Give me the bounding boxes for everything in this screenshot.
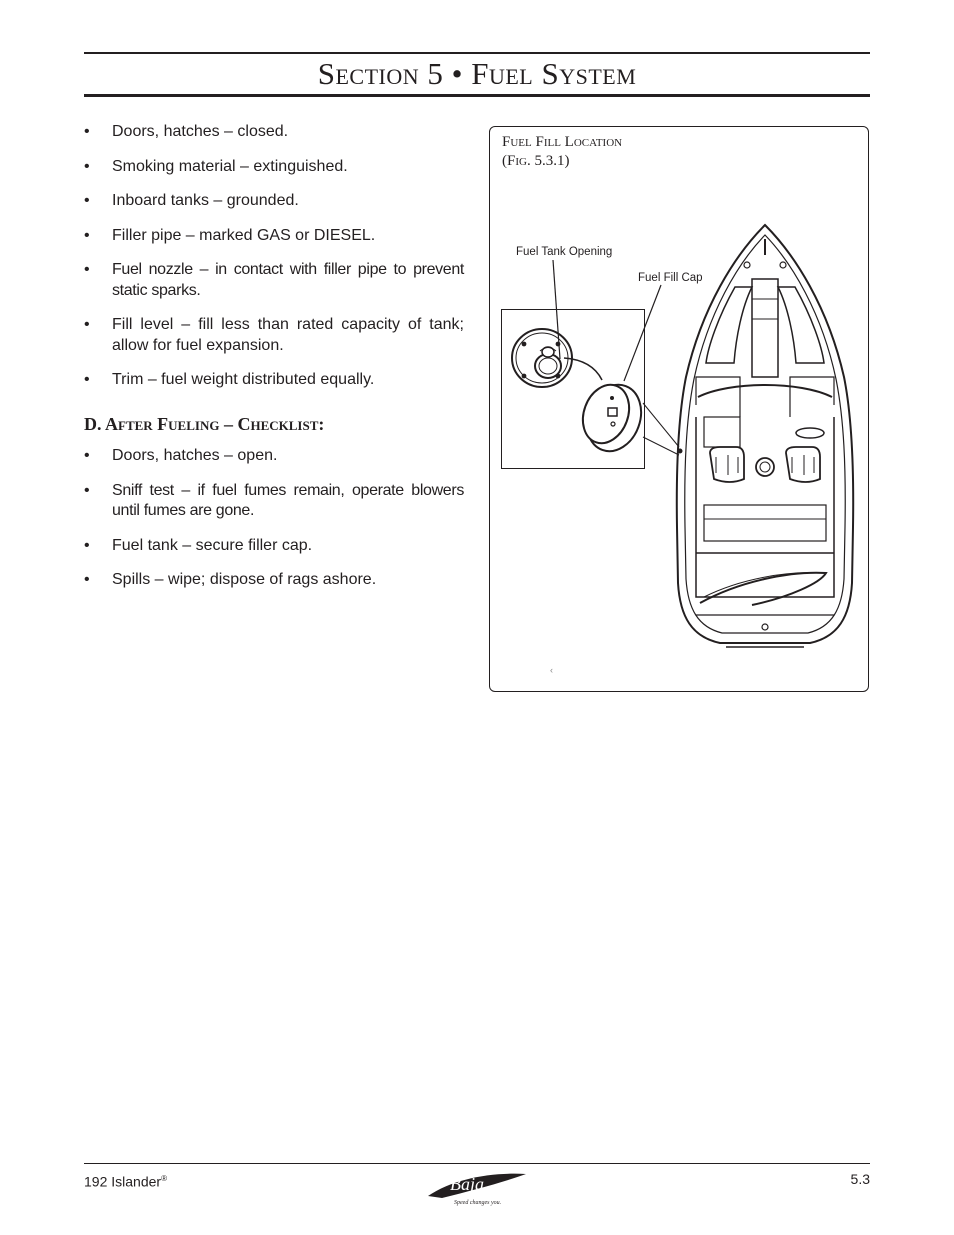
footer-model	[84, 1170, 167, 1191]
list-item-text: Fill level – fill less than rated capacity of tank; allow for fuel expansion.	[112, 316, 464, 354]
list-item-text: Fuel nozzle – in contact with filler pipe to prevent static sparks.	[112, 261, 464, 299]
list-item	[84, 370, 464, 391]
list-item-text: Smoking material – extinguished.	[112, 157, 348, 175]
list-item-text: Inboard tanks – grounded.	[112, 192, 299, 209]
bullet: •	[84, 447, 90, 464]
bullet: •	[84, 157, 90, 175]
footer-model-name: 192 Islander	[84, 1173, 162, 1190]
header-bottom-rule	[84, 94, 870, 97]
boat-top-view-drawing	[490, 127, 868, 691]
after-fueling-list	[84, 446, 464, 591]
registered-mark: ®	[161, 1174, 167, 1183]
stray-mark: ‹	[550, 665, 553, 675]
list-item-text: Filler pipe – marked GAS or DIESEL.	[112, 226, 376, 244]
list-item	[84, 260, 464, 301]
bullet: •	[84, 536, 90, 554]
figure-caption-title: Fuel Fill Location	[502, 134, 623, 150]
fuel-tank-opening-label: Fuel Tank Opening	[516, 246, 613, 258]
list-item	[84, 446, 464, 467]
bullet: •	[84, 481, 90, 499]
bullet: •	[84, 123, 90, 140]
bullet: •	[84, 261, 90, 278]
list-item-text: Trim – fuel weight distributed equally.	[112, 371, 375, 388]
list-item	[84, 157, 464, 178]
list-item-text: Spills – wipe; dispose of rags ashore.	[112, 571, 377, 588]
list-item-text: Fuel tank – secure filler cap.	[112, 536, 313, 554]
baja-logo	[424, 1168, 530, 1206]
list-item	[84, 481, 464, 522]
figure-box	[489, 126, 869, 692]
logo-wordmark: Baja	[450, 1174, 484, 1194]
list-item	[84, 226, 464, 247]
figure-caption-number: (Fig. 5.3.1)	[502, 153, 570, 169]
bullet: •	[84, 226, 90, 244]
list-item	[84, 191, 464, 212]
list-item	[84, 536, 464, 557]
footer-rule	[84, 1163, 870, 1164]
fuel-fill-cap-label: Fuel Fill Cap	[638, 272, 703, 284]
before-fueling-list	[84, 122, 464, 391]
list-item-text: Sniff test – if fuel fumes remain, operate blowers until fumes are gone.	[112, 481, 464, 519]
baja-logo-mark	[424, 1168, 530, 1206]
list-item	[84, 122, 464, 143]
bullet: •	[84, 571, 90, 588]
page-number: 5.3	[850, 1171, 870, 1187]
list-item	[84, 315, 464, 356]
list-item	[84, 570, 464, 591]
logo-tagline: Speed changes you.	[454, 1200, 502, 1206]
list-item-text: Doors, hatches – closed.	[112, 123, 289, 140]
bullet: •	[84, 192, 90, 209]
bullet: •	[84, 371, 90, 388]
list-item-text: Doors, hatches – open.	[112, 447, 278, 464]
bullet: •	[84, 316, 90, 333]
page-title: Section 5 • Fuel System	[317, 56, 637, 91]
after-fueling-heading: D. After Fueling – Checklist:	[84, 414, 325, 434]
